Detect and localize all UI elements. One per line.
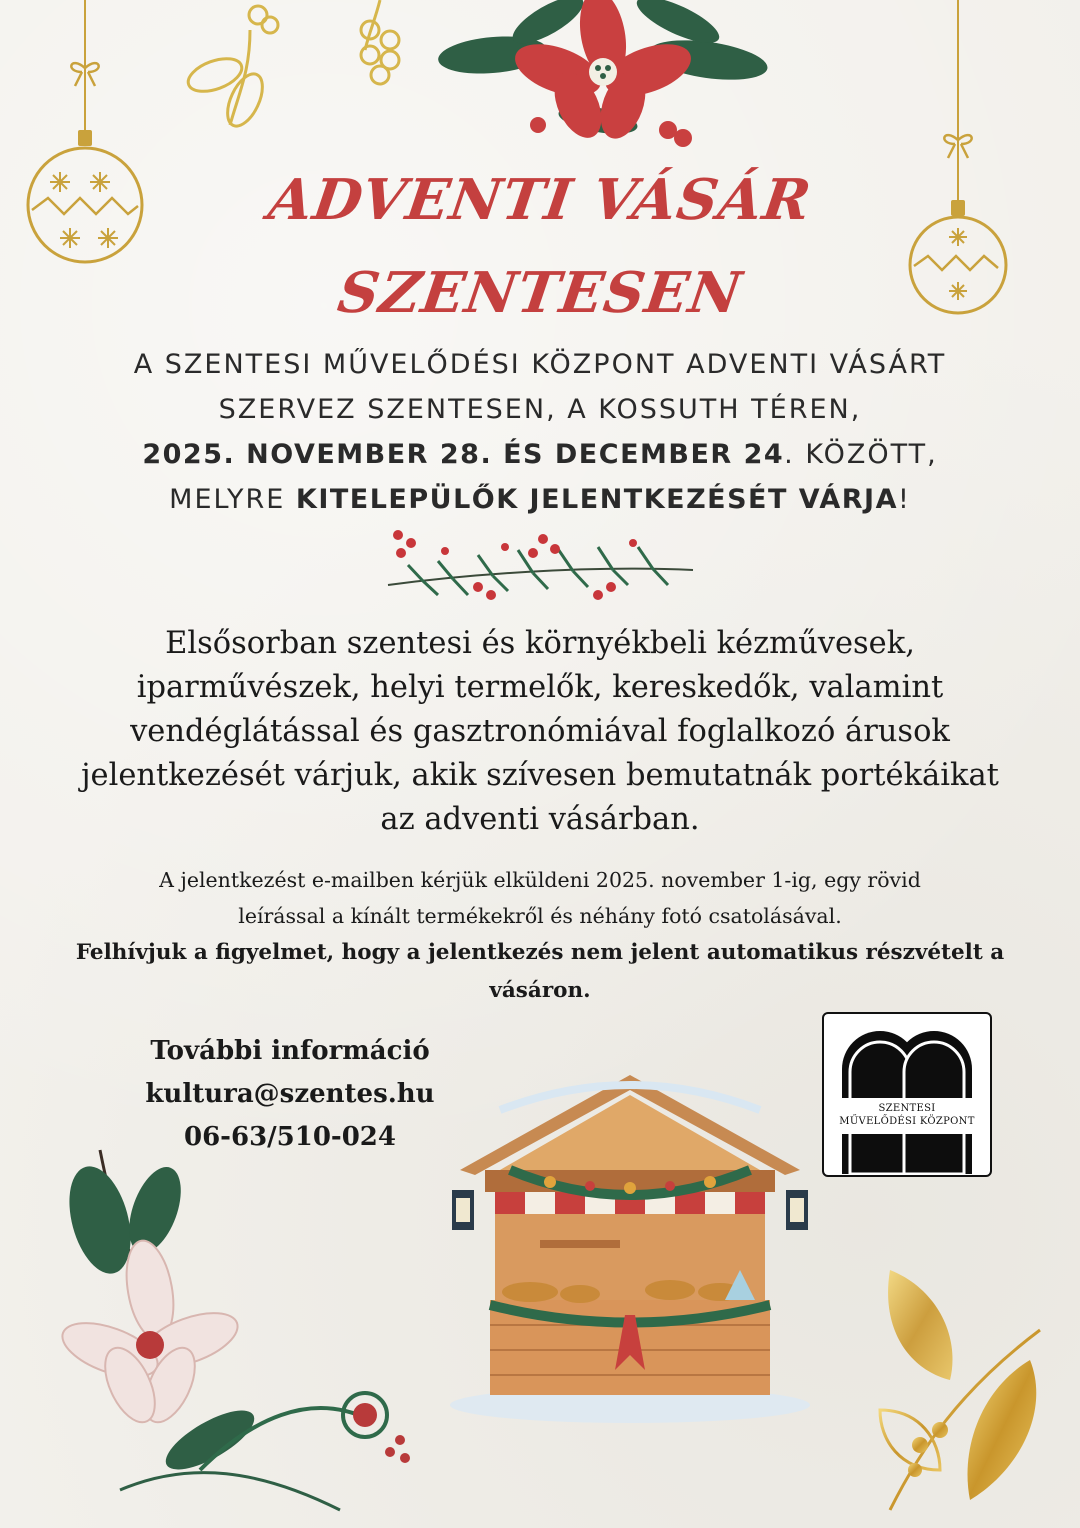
body-paragraph [30, 622, 1050, 842]
lead-line-3 [60, 432, 1020, 477]
body-line-4: jelentkezését várjuk, akik szívesen bemutatnák portékáikat [81, 758, 999, 793]
logo-text [824, 1102, 990, 1128]
lead-line-4-end: ! [898, 484, 911, 515]
lead-line-3-rest: . KÖZÖTT, [784, 439, 938, 470]
lead-date-range: 2025. NOVEMBER 28. ÉS DECEMBER 24 [142, 439, 785, 470]
logo-line-1: SZENTESI [878, 1103, 936, 1114]
logo-line-2: MŰVELŐDÉSI KÖZPONT [839, 1116, 975, 1127]
body-line-3: vendéglátással és gasztronómiával foglalkozó árusok [130, 714, 950, 749]
lead-call-to-action: KITELEPÜLŐK JELENTKEZÉSÉT VÁRJA [295, 484, 898, 515]
gold-sprig-icon [170, 0, 410, 135]
note-line-2: leírással a kínált termékekről és néhány fotó csatolásával. [238, 904, 842, 928]
note-warning-1: Felhívjuk a figyelmet, hogy a jelentkezés nem jelent automatikus részvételt a [75, 940, 1005, 965]
logo-arches-icon [824, 1014, 990, 1175]
pine-branch-icon [383, 525, 698, 605]
lead-line-4-start: MELYRE [169, 484, 296, 515]
poinsettia-icon [438, 0, 768, 155]
note-line-1: A jelentkezést e-mailben kérjük elküldeni 2025. november 1-ig, egy rövid [159, 868, 921, 892]
ornament-bauble-icon [20, 0, 150, 275]
body-line-1: Elsősorban szentesi és környékbeli kézművesek, [165, 626, 915, 661]
lead-line-1: A SZENTESI MŰVELŐDÉSI KÖZPONT ADVENTI VÁSÁRT [133, 349, 947, 380]
body-line-5: az adventi vásárban. [380, 802, 700, 837]
gold-leaf-icon [860, 1270, 1060, 1520]
lead-line-2: SZERVEZ SZENTESEN, A KOSSUTH TÉREN, [218, 394, 862, 425]
contact-heading: További információ [150, 1036, 430, 1066]
contact-email[interactable]: kultura@szentes.hu [145, 1079, 435, 1109]
application-note [20, 862, 1060, 1010]
holly-icon [60, 1140, 420, 1520]
note-warning-2: vásáron. [489, 978, 591, 1003]
title-line-2: SZENTESEN [333, 260, 747, 326]
title-line-1: ADVENTI VÁSÁR [264, 167, 816, 233]
lead-line-4 [60, 477, 1020, 522]
lead-paragraph [60, 342, 1020, 522]
contact-phone[interactable]: 06-63/510-024 [184, 1122, 396, 1152]
organization-logo [822, 1012, 992, 1177]
body-line-2: iparművészek, helyi termelők, kereskedők, valamint [136, 670, 944, 705]
market-stall-icon [440, 1070, 820, 1425]
